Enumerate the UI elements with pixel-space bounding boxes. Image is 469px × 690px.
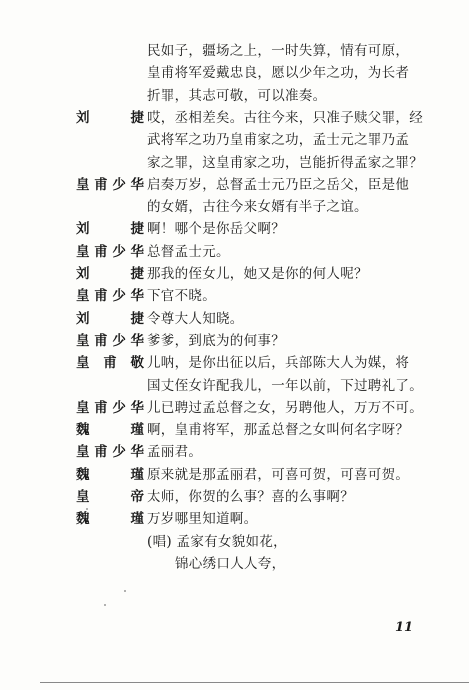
dialogue-text: (唱) 孟家有女貌如花， (147, 533, 287, 550)
speaker-name: 刘 捷 (76, 221, 144, 238)
speaker-name: 皇 甫 敬 (76, 355, 144, 372)
dialogue-text: 太师，你贺的么事？喜的么事啊？ (147, 489, 354, 505)
dialogue-text: 皇甫将军爱戴忠良，愿以少年之功，为长者 (147, 65, 410, 82)
speaker-name: 刘 捷 (76, 109, 144, 126)
script-line (0, 375, 469, 397)
speaker-name: 魏 瑾 (76, 422, 144, 439)
speck (124, 590, 126, 592)
speaker-name: 刘 捷 (76, 266, 144, 282)
dialogue-text: 下官不晓。 (147, 288, 216, 305)
dialogue-text: 爹爹，到底为的何事？ (147, 332, 285, 349)
speck (104, 604, 106, 606)
speaker-name: 魏 瑾 (76, 466, 144, 483)
bottom-rule (40, 682, 469, 683)
dialogue-text: 孟丽君。 (147, 444, 203, 461)
script-line (0, 464, 469, 486)
dialogue-text: 锦心绣口人人夸， (175, 555, 286, 572)
script-line (0, 508, 469, 530)
script-line (0, 397, 469, 419)
dialogue-text: 那我的侄女儿，她又是你的何人呢？ (147, 266, 368, 282)
speaker-name: 皇 帝 (76, 489, 144, 505)
page-number: 11 (395, 620, 414, 635)
script-line (0, 107, 469, 129)
speaker-name: 皇 甫 少 华 (76, 444, 144, 461)
script-line (0, 40, 469, 62)
speaker-name: 刘 捷 (76, 310, 144, 327)
dialogue-text: 武将军之功乃皇甫家之功，孟士元之罪乃孟 (147, 132, 410, 149)
speaker-name: 皇 甫 少 华 (76, 176, 144, 193)
script-line (0, 174, 469, 196)
script-line (0, 218, 469, 240)
dialogue-text: 儿呐，是你出征以后，兵部陈大人为媒，将 (147, 355, 410, 372)
script-line (0, 62, 469, 84)
script-line (0, 285, 469, 307)
script-line (0, 196, 469, 218)
script-line (0, 553, 469, 575)
dialogue-text: 儿已聘过孟总督之女，另聘他人，万万不可。 (147, 399, 423, 416)
script-line (0, 486, 469, 508)
dialogue-text: 民如子，疆场之上，一时失算，情有可原， (147, 43, 410, 59)
script-line (0, 85, 469, 107)
speaker-name: 魏 瑾 (76, 511, 144, 528)
dialogue-text: 的女婿，古往今来女婿有半子之谊。 (147, 199, 368, 216)
script-line (0, 308, 469, 330)
speaker-name: 皇 甫 少 华 (76, 288, 144, 305)
script-line (0, 263, 469, 285)
speck (86, 508, 88, 510)
dialogue-text: 啊！哪个是你岳父啊？ (147, 221, 285, 238)
dialogue-text: 总督孟士元。 (147, 243, 230, 260)
script-line (0, 531, 469, 553)
dialogue-text: 哎，丞相差矣。古往今来，只准子赎父罪，经 (147, 109, 423, 126)
speaker-name: 皇 甫 少 华 (76, 332, 144, 349)
dialogue-text: 折罪，其志可敬，可以准奏。 (147, 87, 327, 104)
dialogue-text: 国丈侄女许配我儿，一年以前，下过聘礼了。 (147, 377, 423, 394)
dialogue-text: 万岁哪里知道啊。 (147, 511, 258, 528)
speaker-name: 皇 甫 少 华 (76, 243, 144, 260)
dialogue-text: 原来就是那孟丽君，可喜可贺，可喜可贺。 (147, 466, 410, 483)
speaker-name: 皇 甫 少 华 (76, 399, 144, 416)
script-line (0, 352, 469, 374)
dialogue-text: 启奏万岁，总督孟士元乃臣之岳父，臣是他 (147, 176, 410, 193)
dialogue-text: 家之罪，这皇甫家之功，岂能折得孟家之罪？ (147, 154, 423, 171)
script-line (0, 330, 469, 352)
script-line (0, 441, 469, 463)
dialogue-text: 令尊大人知晓。 (147, 310, 244, 327)
script-line (0, 241, 469, 263)
script-line (0, 152, 469, 174)
dialogue-text: 啊，皇甫将军，那孟总督之女叫何名字呀？ (147, 422, 410, 439)
script-line (0, 129, 469, 151)
script-line (0, 419, 469, 441)
